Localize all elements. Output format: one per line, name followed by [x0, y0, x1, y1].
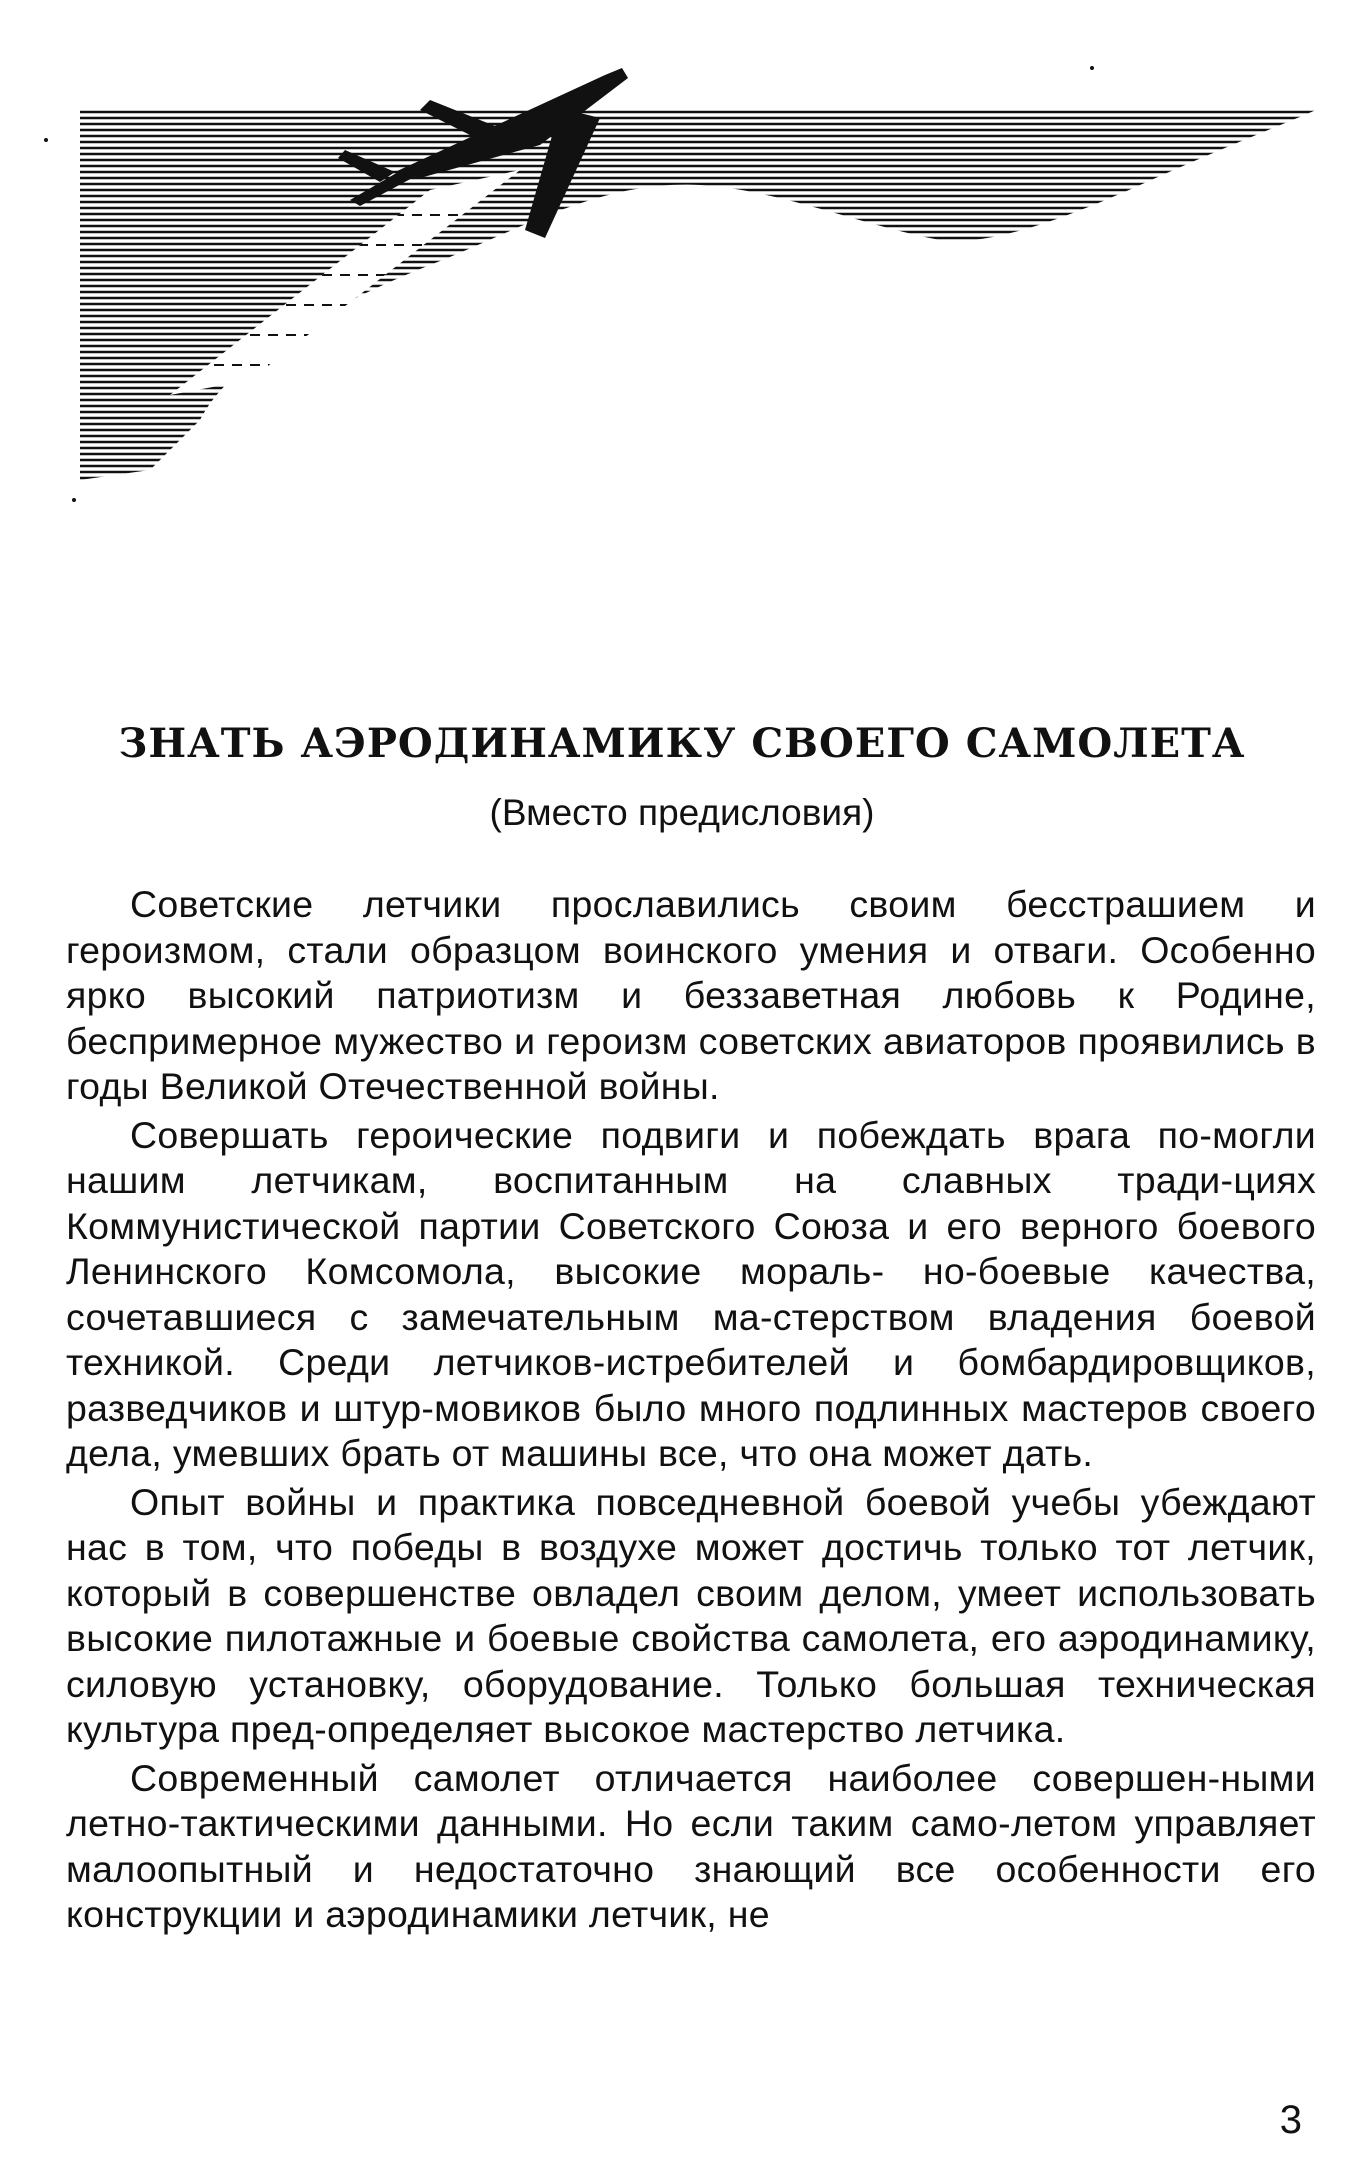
page-number: 3	[1279, 2098, 1302, 2142]
paragraph: Опыт войны и практика повседневной боевой учебы убеждают нас в том, что победы в воздухе может достичь только тот летчик, который в совершенстве овладел своим делом, умеет использовать высокие пилотажные и боевые свойства самолета, его аэродинамику, силовую установку, оборудование. Только большая техническая культура пред-определяет высокое мастерство летчика.	[66, 1480, 1317, 1750]
contrail	[170, 170, 520, 395]
header-illustration	[0, 0, 1364, 540]
chapter-subtitle: (Вместо предисловия)	[489, 792, 875, 833]
paragraph: Совершать героические подвиги и побеждать врага по-могли нашим летчикам, воспитанным на славных тради-циях Коммунистической партии Советского Союза и его верного боевого Ленинского Комсомола, высокие мораль- но-боевые качества, сочетавшиеся с замечательным ма-стерством владения боевой техникой. Среди летчиков-истребителей и бомбардировщиков, разведчиков и штур-мовиков было много подлинных мастеров своего дела, умевших брать от машины все, что она может дать.	[66, 1113, 1317, 1474]
body-text	[66, 882, 1316, 1941]
horizon-hatching	[60, 112, 1330, 478]
paragraph: Советские летчики прославились своим бесстрашием и героизмом, стали образцом воинского умения и отваги. Особенно ярко высокий патриотизм и беззаветная любовь к Родине, беспримерное мужество и героизм советских авиаторов проявились в годы Великой Отечественной войны.	[66, 883, 1317, 1107]
chapter-title: ЗНАТЬ АЭРОДИНАМИКУ СВОЕГО САМОЛЕТА	[118, 720, 1246, 767]
paragraph: Современный самолет отличается наиболее совершен-ными летно-тактическими данными. Но если таким само-летом управляет малоопытный и недостаточно знающий все особенности его конструкции и аэродинамики летчик, не	[66, 1756, 1317, 1935]
